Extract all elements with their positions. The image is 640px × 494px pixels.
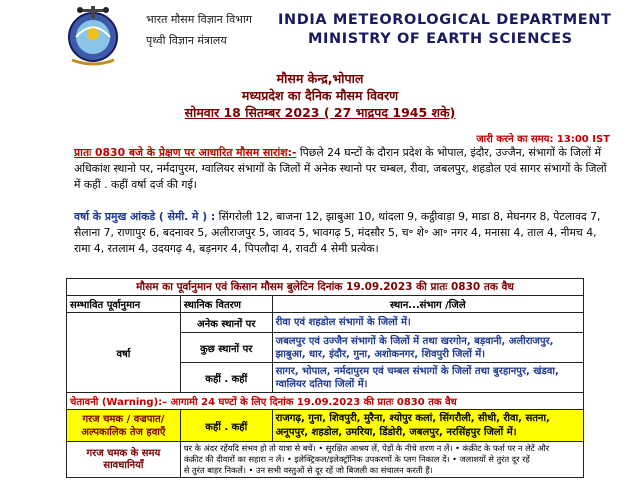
summary-text: पिछले 24 घन्टों के दौरान प्रदेश के भोपाल, इंदौर, उज्जैन, संभागों के जिलों में अधिकांश स्थानो पर, नर्मदापुरम, ग्वालियर संभागों के जिलों में अनेक स्थानो पर चम्बल, रीवा, जबलपुर, शहडोल एवं सागर संभागों के जिलों में कहीं . कहीं वर्षा दर्ज की गई।: [74, 146, 607, 191]
org-name-hindi: भारत मौसम विज्ञान विभाग: [146, 13, 252, 26]
alert-type: गरज चमक / वज्रपात/ अल्पकालिक तेज हवाएँ: [67, 410, 181, 442]
alert-distribution: कहीं . कहीं: [180, 410, 272, 442]
rainfall-text: सिंगरोली 12, बाजना 12, झाबुआ 10, थांदला 9, कट्ठीवाड़ा 9, माडा 8, मेघनगर 8, पेटलावद 7, सैलाना 7, राणापुर 6, बदनावर 5, अलीराजपुर 5, जावद 5, भावगढ़ 5, मंदसौर 5, च॰ शे॰ आ॰ नगर 4, मनासा 4, ताल 4, नीमच 4, रामा 4, रतलाम 4, उदयगढ़ 4, बड़नगर 4, पिपलौदा 4, रावटी 4 सेमी प्रत्येक।: [74, 210, 601, 255]
org-name-english: INDIA METEOROLOGICAL DEPARTMENT: [278, 12, 612, 28]
issue-time: जारी करने का समय: 13:00 IST: [476, 134, 610, 145]
places-some: जबलपुर एवं उज्जैन संभागों के जिलों में तथा खरगोन, बड़वानी, अलीराजपुर, झाबुआ, धार, इंदौर, गुना, अशोकनगर, शिवपुरी जिलों में।: [272, 333, 583, 363]
header-places: स्थान...संभाग /जिले: [272, 296, 583, 313]
precautions-line: कंक्रीट की दीवारों का सहारा न लें। • इलेक्ट्रिकल/इलेक्ट्रॉनिक उपकरणों के प्लग निकाल दें। • जलाशयों से तुरंत दूर रहें: [183, 454, 530, 464]
imd-emblem-icon: [62, 4, 124, 66]
alert-districts: राजगढ़, गुना, शिवपुरी, मुरैना, श्योपुर कलां, सिंगरौली, सीधी, रीवा, सतना, अनूपपुर, शहडोल, उमरिया, डिंडोरी, जबलपुर, नरसिंहपुर जिलों में।: [272, 410, 583, 442]
rainfall-lead: वर्षा के प्रमुख आंकडे ( सेमी. मे ) :: [74, 210, 216, 223]
ministry-name-english: MINISTRY OF EARTH SCIENCES: [308, 31, 573, 47]
report-date: [0, 104, 640, 121]
centre-name: मौसम केन्द्र,भोपाल: [276, 71, 364, 86]
report-date-text: सोमवार 18 सितम्बर 2023 ( 27 भाद्रपद 1945 शके): [184, 105, 456, 120]
report-title: मध्यप्रदेश का दैनिक मौसम विवरण: [241, 88, 399, 103]
places-isolated: सागर, भोपाल, नर्मदापुरम एवं चम्बल संभागों के जिलों तथा बुरहानपुर, खंडवा, ग्वालियर दतिया जिलों में।: [272, 363, 583, 393]
precautions-line: से तुरंत बाहर निकलें। • उन सभी वस्तुओं से दूर रहें जो बिजली का संचालन करती हैं।: [183, 465, 433, 475]
precautions-text: [180, 442, 583, 478]
forecast-table-title: मौसम का पूर्वानुमान एवं किसान मौसम बुलेटिन दिनांक 19.09.2023 की प्रातः 0830 तक वैध: [67, 279, 584, 296]
category-rain: वर्षा: [67, 313, 181, 393]
places-many: रीवा एवं शहडोल संभागों के जिलों में।: [272, 313, 583, 333]
precautions-label: गरज चमक के समय सावधानियाँ: [67, 442, 181, 478]
page-header: [0, 0, 640, 68]
warning-heading: चेतावनी (Warning):– आगामी 24 घण्टों के लिए दिनांक 19.09.2023 की प्रातः 0830 तक वैध: [67, 393, 584, 410]
weather-summary: [74, 145, 614, 193]
distribution-isolated: कहीं . कहीं: [180, 363, 272, 393]
forecast-table: [66, 278, 584, 478]
summary-lead: प्रातः 0830 बजे के प्रेक्षण पर आधारित मौसम सारांश:-: [74, 146, 297, 159]
precautions-line: घर के अंदर रहेंयदि संभव हो तो यात्रा से बचें। • सुरक्षित आश्रय लें, पेड़ों के नीचे शरण न लें। • कंक्रीट के फर्श पर न लेटें और: [183, 443, 550, 453]
distribution-many: अनेक स्थानों पर: [180, 313, 272, 333]
distribution-some: कुछ स्थानों पर: [180, 333, 272, 363]
rainfall-figures: [74, 209, 614, 257]
header-distribution: स्थानिक वितरण: [180, 296, 272, 313]
ministry-name-hindi: पृथ्वी विज्ञान मंत्रालय: [146, 34, 227, 47]
header-forecast: सम्भावित पूर्वानुमान: [67, 296, 181, 313]
